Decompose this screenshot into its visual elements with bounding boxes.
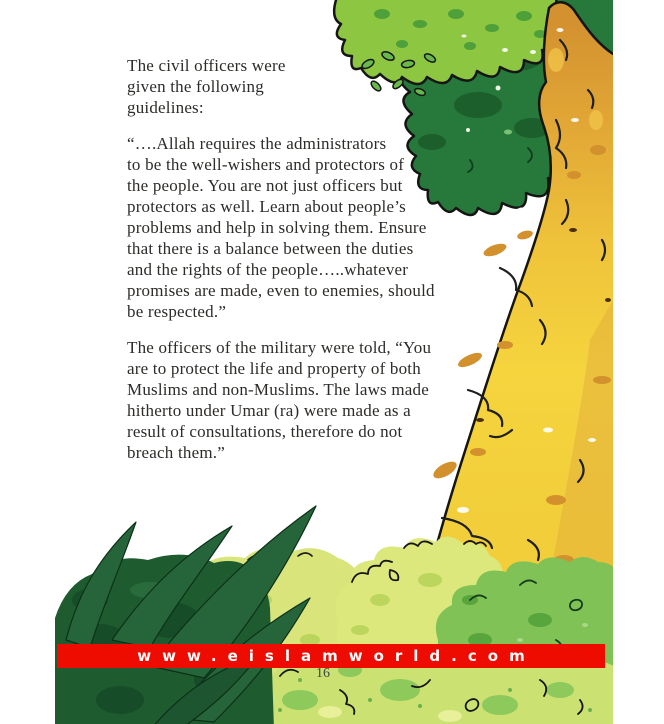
text-line: to be the well-wishers and protectors of <box>127 155 405 174</box>
paragraph-guidelines-quote <box>127 133 497 322</box>
text-line: “….Allah requires the administrators <box>127 134 387 153</box>
paragraph-intro <box>127 55 497 118</box>
text-line: guidelines: <box>127 98 204 117</box>
text-line: be respected.” <box>127 302 227 321</box>
text-line: hitherto under Umar (ra) were made as a <box>127 401 411 420</box>
paragraph-military <box>127 337 497 463</box>
text-line: problems and help in solving them. Ensure <box>127 218 427 237</box>
text-line: result of consultations, therefore do not <box>127 422 403 441</box>
page-text <box>127 55 497 478</box>
website-url: www.eislamworld.com <box>137 647 536 665</box>
text-line: Muslims and non-Muslims. The laws made <box>127 380 429 399</box>
text-line: The civil officers were <box>127 56 286 75</box>
text-line: given the following <box>127 77 264 96</box>
text-line: that there is a balance between the duties <box>127 239 414 258</box>
text-line: breach them.” <box>127 443 225 462</box>
text-line: and the rights of the people…..whatever <box>127 260 409 279</box>
text-line: The officers of the military were told, “You <box>127 338 432 357</box>
website-banner <box>57 644 605 668</box>
text-line: promises are made, even to enemies, should <box>127 281 435 300</box>
text-line: the people. You are not just officers but <box>127 176 403 195</box>
text-line: are to protect the life and property of both <box>127 359 421 378</box>
page-number: 16 <box>316 666 330 681</box>
text-line: protectors as well. Learn about people’s <box>127 197 406 216</box>
